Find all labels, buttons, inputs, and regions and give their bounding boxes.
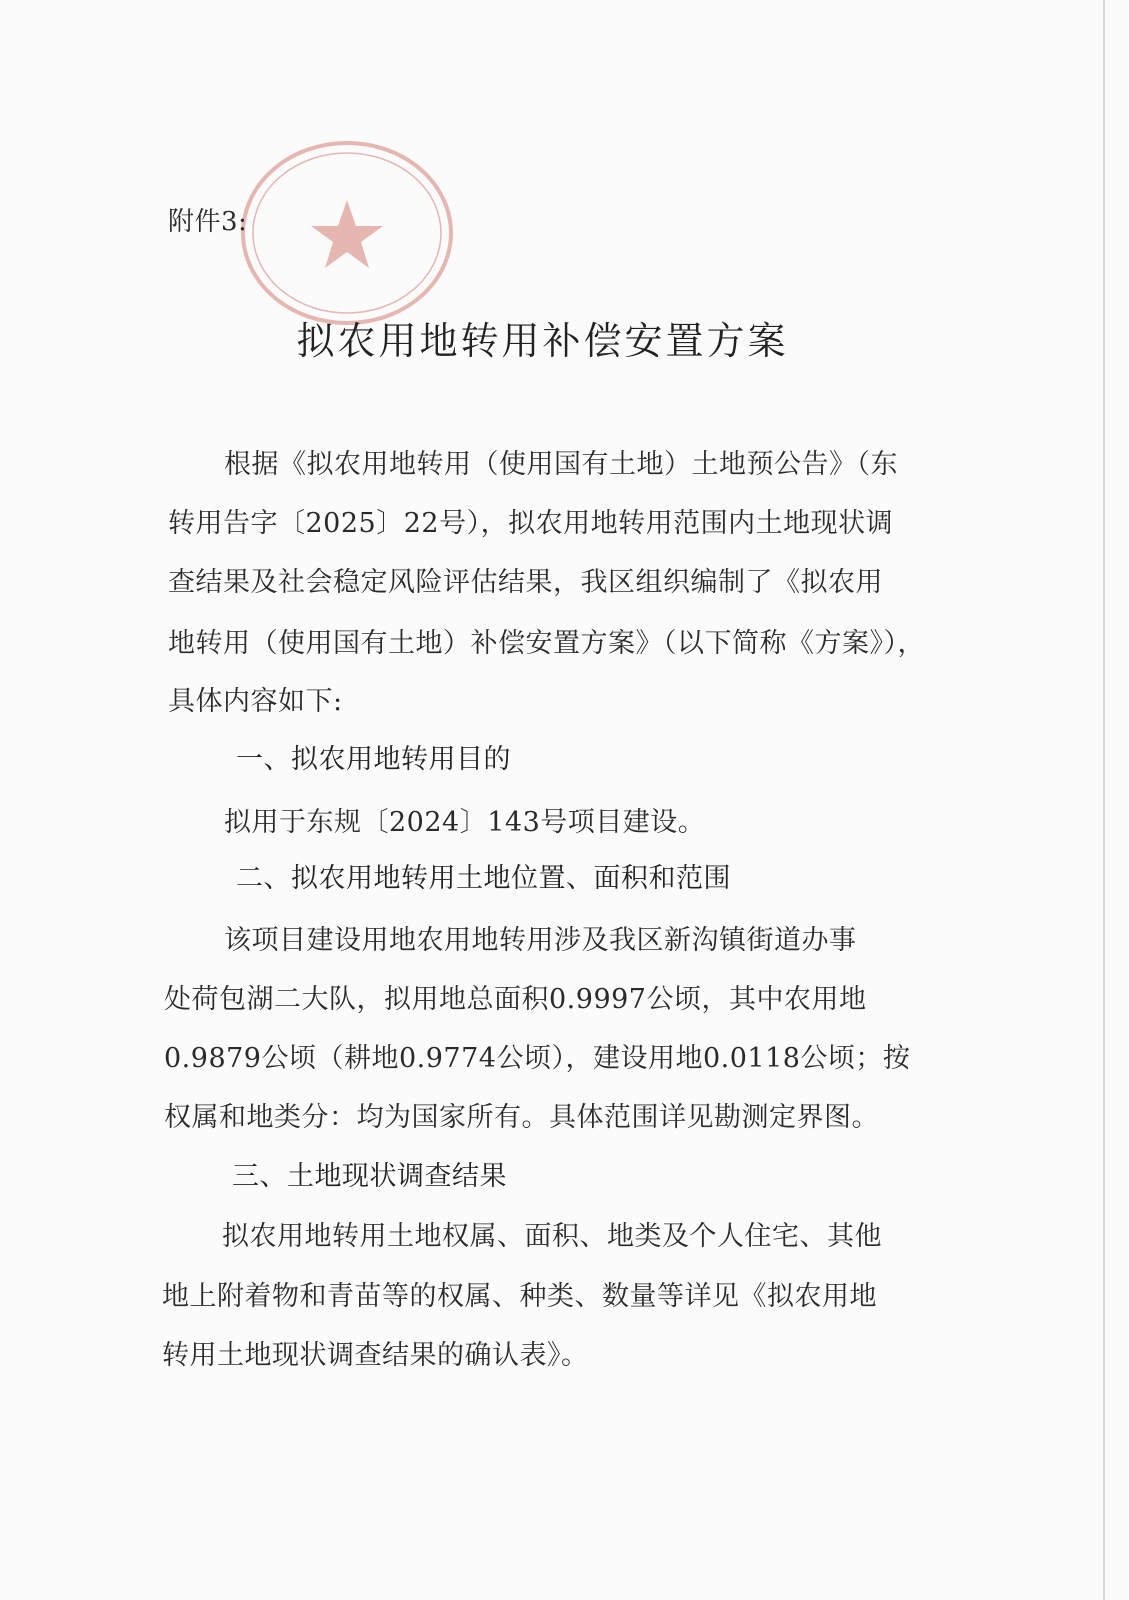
section-line: 拟用于东规〔2024〕143号项目建设。 bbox=[224, 807, 706, 838]
section-line: 地上附着物和青苗等的权属、种类、数量等详见《拟农用地 bbox=[162, 1281, 877, 1312]
intro-line: 根据《拟农用地转用（使用国有土地）土地预公告》（东 bbox=[224, 449, 898, 480]
section-line: 权属和地类分：均为国家所有。具体范围详见勘测定界图。 bbox=[164, 1102, 879, 1133]
intro-line: 地转用（使用国有土地）补偿安置方案》（以下简称《方案》）， bbox=[168, 628, 925, 659]
document-title: 拟农用地转用补偿安置方案 bbox=[296, 319, 789, 363]
section-line: 处荷包湖二大队，拟用地总面积0.9997公顷，其中农用地 bbox=[164, 984, 867, 1015]
section-heading-purpose: 一、拟农用地转用目的 bbox=[236, 744, 511, 775]
intro-line: 具体内容如下: bbox=[168, 686, 343, 717]
section-heading-location: 二、拟农用地转用土地位置、面积和范围 bbox=[236, 863, 731, 894]
official-seal bbox=[238, 138, 456, 328]
section-heading-survey: 三、土地现状调查结果 bbox=[232, 1161, 507, 1192]
attachment-label: 附件3: bbox=[168, 207, 248, 237]
section-line: 该项目建设用地农用地转用涉及我区新沟镇街道办事 bbox=[224, 925, 857, 956]
section-line: 转用土地现状调查结果的确认表》。 bbox=[162, 1340, 589, 1371]
intro-line: 转用告字〔2025〕22号），拟农用地转用范围内土地现状调 bbox=[168, 508, 894, 539]
intro-line: 查结果及社会稳定风险评估结果，我区组织编制了《拟农用 bbox=[168, 567, 883, 598]
section-line: 0.9879公顷（耕地0.9774公顷），建设用地0.0118公顷；按 bbox=[164, 1043, 911, 1074]
seal-star-icon bbox=[311, 200, 383, 268]
section-line: 拟农用地转用土地权属、面积、地类及个人住宅、其他 bbox=[222, 1221, 882, 1252]
scan-edge-line bbox=[1103, 0, 1105, 1600]
